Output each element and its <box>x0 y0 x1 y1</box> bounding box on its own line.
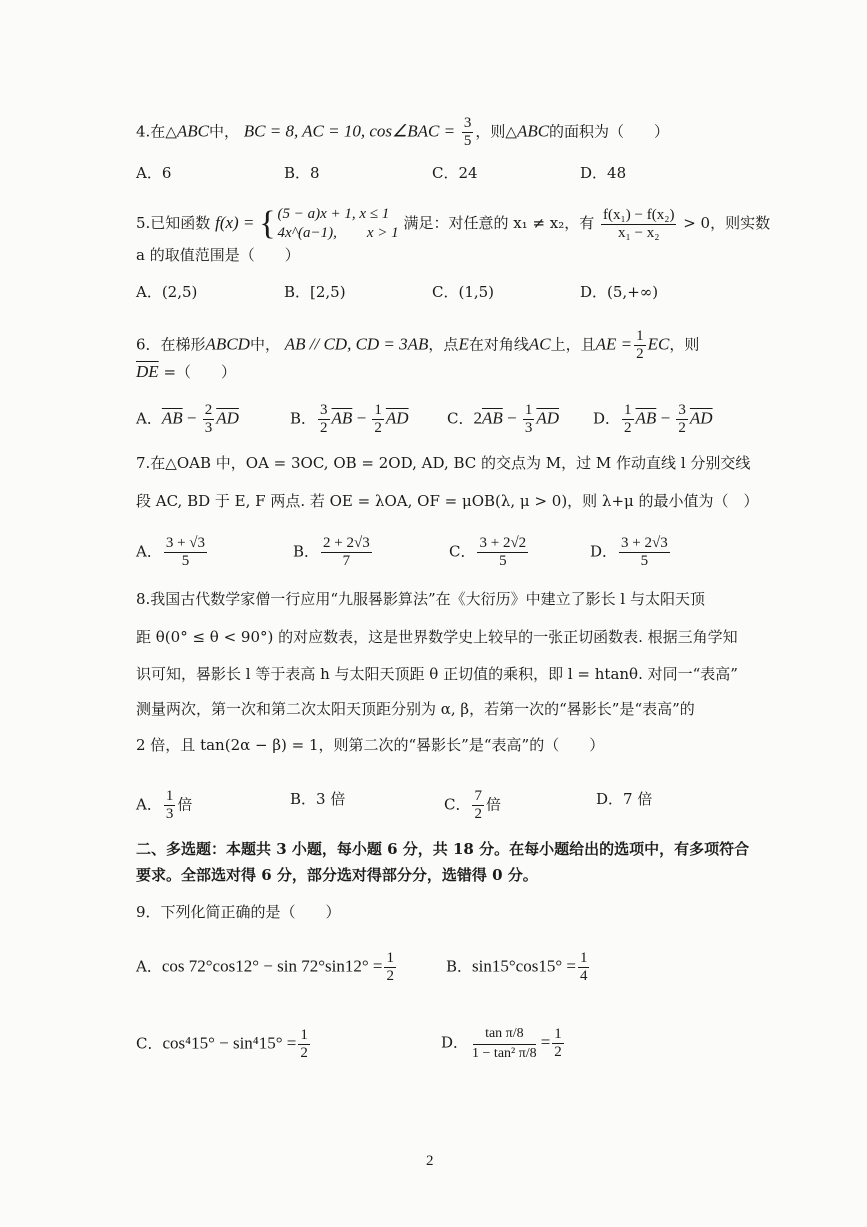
q5-case-1: (5 − a)x + 1, x ≤ 1 <box>277 206 390 222</box>
q6-question <box>136 361 236 383</box>
q6-question-tail: =（ ） <box>158 363 237 381</box>
q6-text-3: 在对角线 <box>468 335 529 354</box>
q6-stem <box>136 328 699 363</box>
q5-function: f(x) = <box>215 213 255 232</box>
q5-option-b[interactable]: B．[2,5) <box>284 283 346 301</box>
q5-case-2: 4x^(a−1), x > 1 <box>277 225 399 241</box>
q6-text-2: ，点 <box>428 335 459 354</box>
q6-trapezoid: ABCD <box>205 334 250 354</box>
q7-option-a[interactable]: A． $\frac{3 + √3}{5}$ <box>136 535 206 569</box>
q6-option-c[interactable]: C．$2\overline{AB}$ − $\frac{1}{3}$ $\overline{AD}$ <box>447 402 560 436</box>
q9-stem: 9．下列化简正确的是（ ） <box>136 903 341 921</box>
q6-text-5: ，则 <box>669 335 700 354</box>
q4-option-d[interactable]: D．48 <box>580 164 627 182</box>
q4-option-b[interactable]: B．8 <box>284 164 320 182</box>
q6-option-d[interactable]: D． $\frac{1}{2}$ $\overline{AB}$ − $\frac{3}{2}$ $\overline{AD}$ <box>593 402 713 436</box>
q5-piecewise: { (5 − a)x + 1, x ≤ 1 4x^(a−1), x > 1 <box>259 205 399 242</box>
q4-label: 4.在 <box>136 122 166 141</box>
q4-text: 中， <box>208 122 239 141</box>
q8-option-b[interactable]: B．3 倍 <box>290 790 346 808</box>
q4-triangle: ABC <box>176 121 209 141</box>
q5-option-c[interactable]: C．(1,5) <box>432 283 495 301</box>
section-2-instructions: 要求。全部选对得 6 分，部分选对得部分分，选错得 0 分。 <box>136 866 538 884</box>
q7-option-b[interactable]: B． $\frac{2 + 2√3}{7}$ <box>293 535 370 569</box>
q8-stem-line-5: 2 倍，且 tan(2α − β) = 1，则第二次的“晷影长”是“表高”的（ ） <box>136 736 605 754</box>
q8-stem-line-2: 距 θ(0° ≤ θ < 90°) 的对应数表，这是世界数学史上较早的一张正切函数表. 根据三角学知 <box>136 628 738 646</box>
page-number: 2 <box>426 1153 434 1169</box>
q7-option-c[interactable]: C． $\frac{3 + 2√2}{5}$ <box>449 535 527 569</box>
q6-ec: EC <box>647 334 670 354</box>
q4-option-c[interactable]: C．24 <box>432 164 478 182</box>
q9-option-d[interactable]: D． $\frac{\text{tan π/8}}{\text{1 − tan² π/8}}$ = $\frac{1}{2}$ <box>441 1026 562 1061</box>
q9-option-a[interactable]: A．cos 72°cos12° − sin 72°sin12° = $\frac{1}{2}$ <box>136 950 394 984</box>
q6-option-b[interactable]: B． $\frac{3}{2}$ $\overline{AB}$ − $\frac{1}{2}$ $\overline{AD}$ <box>290 402 409 436</box>
q5-condition: 满足：对任意的 x₁ ≠ x₂，有 <box>403 214 595 232</box>
q6-ae: AE = <box>595 334 633 354</box>
q4-condition: BC = 8, AC = 10, cos∠BAC = <box>243 121 456 141</box>
q6-diagonal: AC <box>528 334 551 354</box>
q8-option-c[interactable]: C． $\frac{7}{2}$ 倍 <box>444 788 501 822</box>
q5-option-a[interactable]: A．(2,5) <box>136 283 198 301</box>
q4-triangle-2: ABC <box>516 121 550 141</box>
q6-vector-de: $\overline{DE}$ <box>136 362 159 381</box>
q5-question: a 的取值范围是（ ） <box>136 246 300 264</box>
q9-option-b[interactable]: B．sin15°cos15° = $\frac{1}{4}$ <box>446 950 588 984</box>
q5-option-d[interactable]: D．(5,+∞) <box>580 283 659 301</box>
q8-stem-line-1: 8.我国古代数学家僧一行应用“九服晷影算法”在《大衍历》中建立了影长 l 与太阳天顶 <box>136 590 705 608</box>
q4-question: 的面积为（ ） <box>549 122 670 141</box>
q5-tail: > 0，则实数 <box>683 214 771 232</box>
q8-stem-line-3: 识可知，晷影长 l 等于表高 h 与太阳天顶距 θ 正切值的乘积，即 l = htanθ. 对同一“表高” <box>136 665 738 683</box>
q6-label: 6．在梯形 <box>136 335 206 354</box>
q9-option-c[interactable]: C．cos⁴15° − sin⁴15° = $\frac{1}{2}$ <box>136 1027 308 1061</box>
q6-text-4: 上，且 <box>550 335 596 354</box>
q5-label: 5.已知函数 <box>136 214 211 232</box>
section-2-heading: 二、多选题：本题共 3 小题，每小题 6 分，共 18 分。在每小题给出的选项中，有多项符合 <box>136 840 750 858</box>
q6-text-1: 中， <box>249 335 280 354</box>
q6-option-a[interactable]: A．$\overline{AB}$ − $\frac{2}{3}$ $\overline{AD}$ <box>136 402 239 436</box>
q4-stem: 4.在△ABC中， BC = 8, AC = 10, cos∠BAC = $\frac{3}{5}$ ，则△ABC的面积为（ ） <box>136 115 670 149</box>
q6-condition: AB // CD, CD = 3AB <box>284 334 429 354</box>
q4-fraction: $\frac{3}{5}$ <box>463 115 472 149</box>
q6-fraction: $\frac{1}{2}$ <box>636 328 644 362</box>
q8-option-d[interactable]: D．7 倍 <box>596 790 653 808</box>
q8-option-a[interactable]: A． $\frac{1}{3}$ 倍 <box>136 788 193 822</box>
q5-fraction: $\frac{\text{f(x₁) − f(x₂)}}{\text{x₁ − x₂}}$ <box>603 206 675 241</box>
q7-stem-line-1: 7.在△OAB 中，OA = 3OC, OB = 2OD, AD, BC 的交点为 M，过 M 作动直线 l 分别交线 <box>136 454 751 472</box>
q7-option-d[interactable]: D． $\frac{3 + 2√3}{5}$ <box>590 535 668 569</box>
q7-stem-line-2: 段 AC, BD 于 E, F 两点. 若 OE = λOA, OF = μOB(λ, μ > 0)，则 λ+μ 的最小值为（ ） <box>136 492 759 510</box>
q4-option-a[interactable]: A．6 <box>136 164 172 182</box>
q4-tail: ，则 <box>475 122 506 141</box>
q5-stem <box>136 205 770 243</box>
q8-stem-line-4: 测量两次，第一次和第二次太阳天顶距分别为 α, β，若第一次的“晷影长”是“表高”的 <box>136 700 695 718</box>
q6-point: E <box>458 334 469 354</box>
